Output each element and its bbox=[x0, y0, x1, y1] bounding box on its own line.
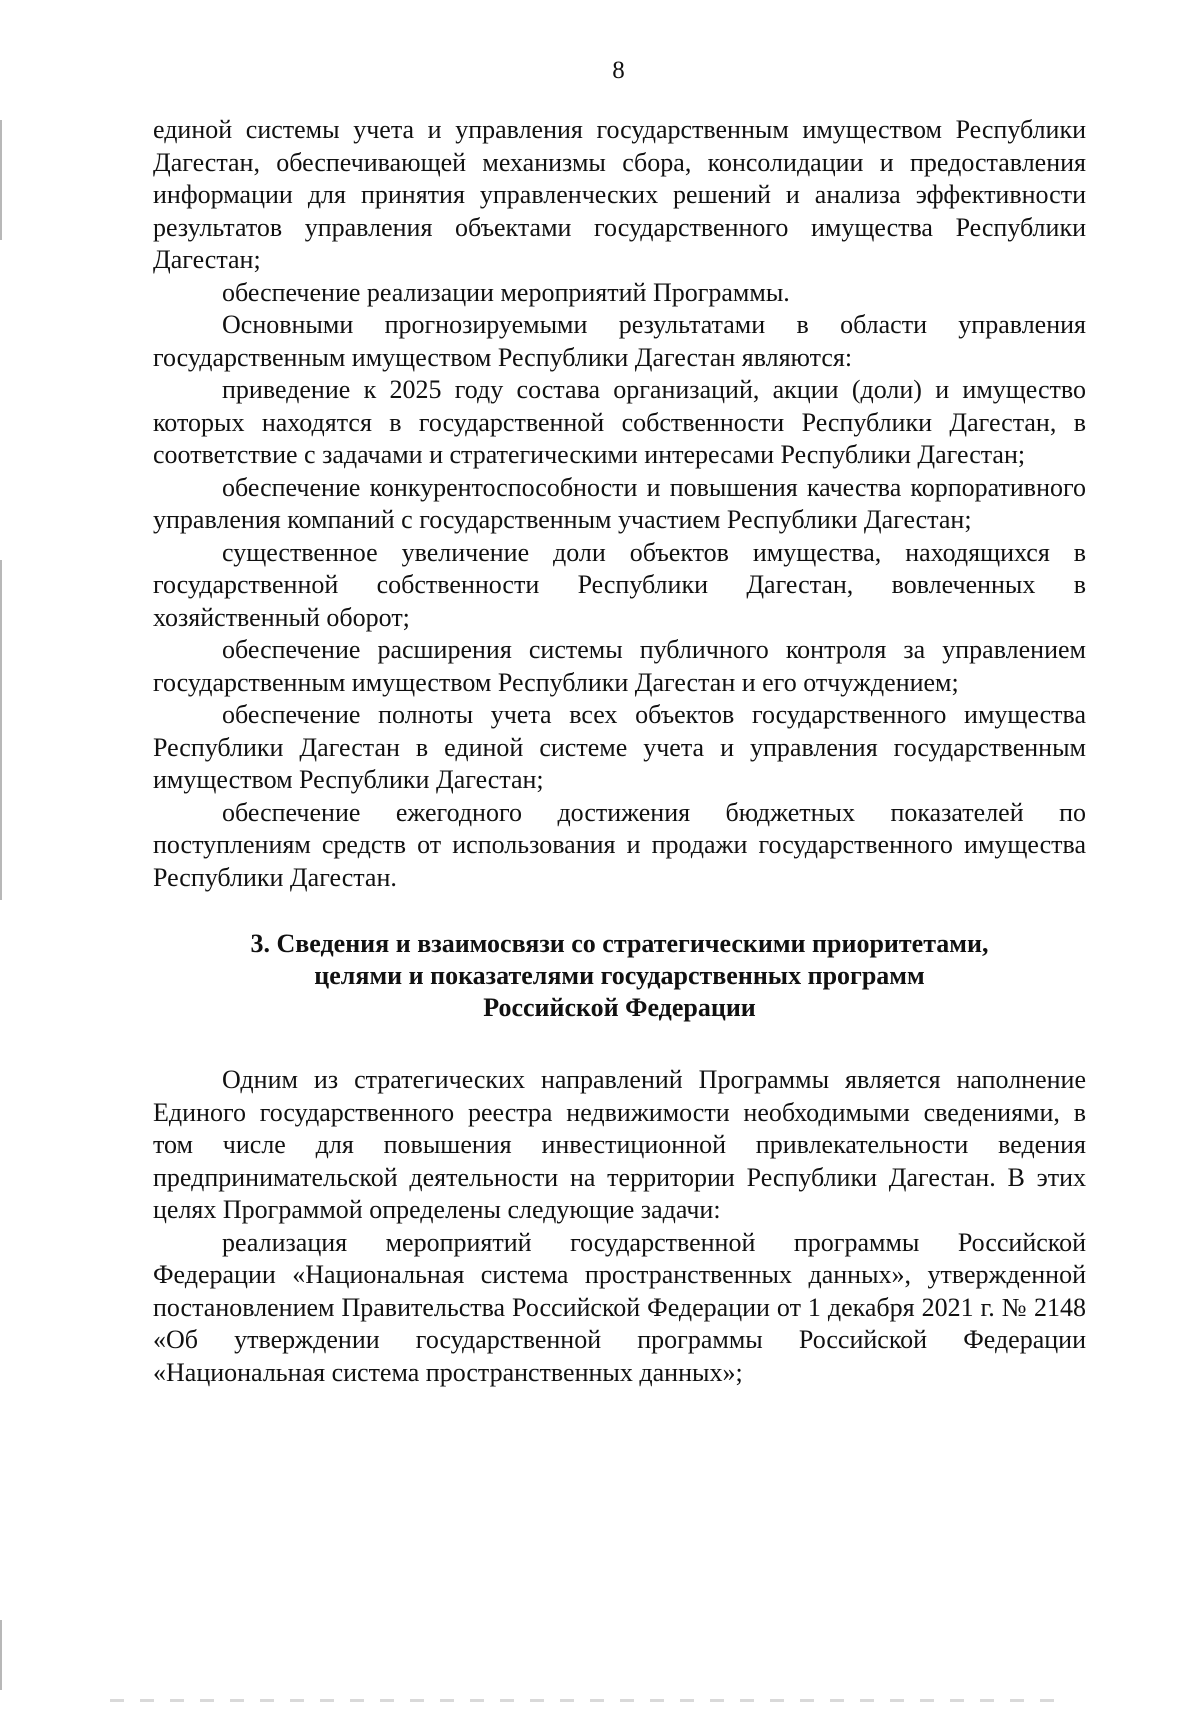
paragraph: приведение к 2025 году состава организаций, акции (доли) и имущество которых находятся в государственной собственности Республики Дагестан, в соответствие с задачами и стратегическими интересами Республики Дагестан; bbox=[153, 375, 1086, 469]
document-body bbox=[153, 114, 1086, 1389]
section-title-line: Российской Федерации bbox=[483, 993, 756, 1022]
scan-edge-mark bbox=[0, 1620, 2, 1690]
paragraph: единой системы учета и управления государственным имуществом Республики Дагестан, обеспечивающей механизмы сбора, консолидации и предоставления информации для принятия управленческих решений и анализа эффективности результатов управления объектами государственного имущества Республики Дагестан; bbox=[153, 115, 1086, 274]
paragraph: обеспечение ежегодного достижения бюджетных показателей по поступлениям средств от использования и продажи государственного имущества Республики Дагестан. bbox=[153, 797, 1086, 892]
paragraph: обеспечение реализации мероприятий Программы. bbox=[222, 277, 790, 307]
scan-artifact bbox=[110, 1699, 1070, 1702]
spacer bbox=[153, 894, 1086, 928]
spacer bbox=[153, 1024, 1086, 1064]
section-title-line: целями и показателями государственных программ bbox=[314, 961, 925, 990]
paragraph: Основными прогнозируемыми результатами в области управления государственным имуществом Республики Дагестан являются: bbox=[153, 310, 1086, 372]
section-heading bbox=[153, 928, 1086, 1024]
paragraph: Одним из стратегических направлений Программы является наполнение Единого государственного реестра недвижимости необходимыми сведениями, в том числе для повышения инвестиционной привлекательности ведения предпринимательской деятельности на территории Республики Дагестан. В этих целях Программой определены следующие задачи: bbox=[153, 1065, 1086, 1224]
paragraph: существенное увеличение доли объектов имущества, находящихся в государственной собственности Республики Дагестан, вовлеченных в хозяйственный оборот; bbox=[153, 537, 1086, 632]
scan-edge-mark bbox=[0, 560, 2, 900]
section-title-line: 3. Сведения и взаимосвязи со стратегическими приоритетами, bbox=[250, 929, 989, 958]
paragraph: обеспечение расширения системы публичного контроля за управлением государственным имуществом Республики Дагестан и его отчуждением; bbox=[153, 635, 1086, 697]
paragraph: реализация мероприятий государственной программы Российской Федерации «Национальная система пространственных данных», утвержденной постановлением Правительства Российской Федерации от 1 декабря 2021 г. № 2148 «Об утверждении государственной программы Российской Федерации «Национальная система пространственных данных»; bbox=[153, 1227, 1086, 1387]
page-number: 8 bbox=[612, 57, 625, 84]
paragraph: обеспечение конкурентоспособности и повышения качества корпоративного управления компаний с государственным участием Республики Дагестан; bbox=[153, 472, 1086, 534]
paragraph: обеспечение полноты учета всех объектов государственного имущества Республики Дагестан в единой системе учета и управления государственным имуществом Республики Дагестан; bbox=[153, 700, 1086, 794]
scan-edge-mark bbox=[0, 120, 2, 240]
